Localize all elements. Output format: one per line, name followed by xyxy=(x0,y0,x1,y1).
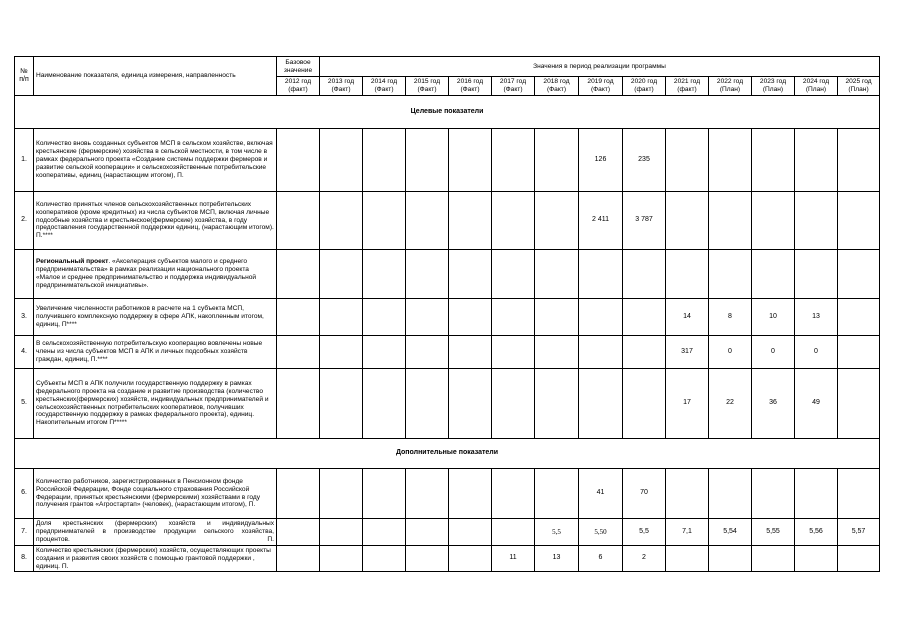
table-row xyxy=(15,545,880,572)
value-cell xyxy=(838,469,880,519)
section-row xyxy=(15,96,880,129)
value-cell xyxy=(363,519,406,546)
project-title: Региональный проект xyxy=(36,258,109,266)
table-row xyxy=(15,192,880,250)
row-number: 1. xyxy=(15,129,34,192)
value-cell xyxy=(709,192,752,250)
header-year: 2020 год (факт) xyxy=(623,77,666,96)
value-cell xyxy=(838,250,880,299)
header-year: 2012 год (факт) xyxy=(277,77,320,96)
row-number xyxy=(15,250,34,299)
value-cell xyxy=(277,469,320,519)
value-cell xyxy=(838,192,880,250)
indicator-name xyxy=(34,545,277,572)
value-cell xyxy=(535,129,579,192)
header-year: 2019 год (Факт) xyxy=(579,77,623,96)
value-cell: 3 787 xyxy=(623,192,666,250)
indicator-name xyxy=(34,336,277,369)
value-cell xyxy=(838,299,880,336)
value-cell: 2 xyxy=(623,545,666,572)
value-cell xyxy=(277,519,320,546)
value-cell xyxy=(320,469,363,519)
value-cell: 49 xyxy=(795,369,838,439)
value-cell: 8 xyxy=(709,299,752,336)
value-cell xyxy=(579,336,623,369)
value-cell xyxy=(492,250,535,299)
value-cell xyxy=(320,129,363,192)
value-cell xyxy=(623,336,666,369)
value-cell: 2 411 xyxy=(579,192,623,250)
value-cell xyxy=(535,469,579,519)
value-cell xyxy=(838,336,880,369)
table-row xyxy=(15,250,880,299)
value-cell xyxy=(406,369,449,439)
value-cell xyxy=(363,369,406,439)
value-cell xyxy=(492,369,535,439)
value-cell xyxy=(535,250,579,299)
indicator-text: Количество крестьянских (фермерских) хозяйств, осуществляющих проекты создания и развития своих хозяйств с помощью грантовой поддержки , единиц. П. xyxy=(36,546,271,570)
indicator-text: Субъекты МСП в АПК получили государственную поддержку в рамках федерального проекта на создание и развитие производства (количество крестьянских(фермерских) хозяйств, индивидуальных предпринимателей и сельскохозяйственных потребительских кооперативов, получивших государственную поддержку в рамках федерального проекта), единиц. Накопительным итогом П***** xyxy=(36,379,269,427)
value-cell xyxy=(492,299,535,336)
header-year: 2017 год (Факт) xyxy=(492,77,535,96)
value-cell xyxy=(320,519,363,546)
indicator-name xyxy=(34,369,277,439)
value-cell xyxy=(623,250,666,299)
value-cell: 11 xyxy=(492,545,535,572)
indicator-name xyxy=(34,192,277,250)
indicator-text: Количество вновь созданных субъектов МСП в сельском хозяйстве, включая крестьянские (фермерские) хозяйства в сельской местности, в том числе в рамках федерального проекта «Создание системы поддержки фермеров и развитие сельской кооперации» и сельскохозяйственные потребительские кооперативы, единиц (нарастающим итогом), П. xyxy=(36,140,273,179)
value-cell xyxy=(277,336,320,369)
row-number: 2. xyxy=(15,192,34,250)
value-cell xyxy=(666,192,709,250)
header-num: № п/п xyxy=(15,57,34,96)
value-cell: 5,56 xyxy=(795,519,838,546)
value-cell xyxy=(363,545,406,572)
value-cell xyxy=(363,469,406,519)
table-row xyxy=(15,519,880,546)
table-row xyxy=(15,129,880,192)
indicator-name xyxy=(34,129,277,192)
value-cell xyxy=(449,192,492,250)
indicator-text: Количество принятых членов сельскохозяйственных потребительских кооперативов (кроме кредитных) из числа субъектов МСП, включая личные подсобные хозяйства и крестьянское(фермерские) хозяйства, в году предоставления государственной поддержки единиц, (нарастающим итогом). П.**** xyxy=(36,200,274,240)
indicator-name xyxy=(34,299,277,336)
value-cell xyxy=(449,469,492,519)
indicator-text: В сельскохозяйственную потребительскую кооперацию вовлечены новые члены из числа субъектов МСП в АПК и личных подсобных хозяйств граждан, единиц, П.**** xyxy=(36,340,263,363)
table-row xyxy=(15,336,880,369)
value-cell xyxy=(406,519,449,546)
header-year: 2024 год (План) xyxy=(795,77,838,96)
value-cell xyxy=(623,299,666,336)
value-cell xyxy=(579,299,623,336)
row-number: 8. xyxy=(15,545,34,572)
table-header xyxy=(15,57,880,96)
value-cell: 41 xyxy=(579,469,623,519)
value-cell xyxy=(709,545,752,572)
value-cell xyxy=(492,469,535,519)
value-cell xyxy=(277,545,320,572)
value-cell: 5,50 xyxy=(579,519,623,546)
value-cell xyxy=(363,129,406,192)
value-cell: 317 xyxy=(666,336,709,369)
value-cell: 10 xyxy=(752,299,795,336)
header-year: 2023 год (План) xyxy=(752,77,795,96)
value-cell xyxy=(535,336,579,369)
value-cell xyxy=(320,545,363,572)
indicator-name xyxy=(34,519,277,546)
value-cell xyxy=(838,129,880,192)
value-cell xyxy=(406,192,449,250)
value-cell xyxy=(363,336,406,369)
row-number: 3. xyxy=(15,299,34,336)
header-year: 2013 год (Факт) xyxy=(320,77,363,96)
value-cell xyxy=(406,545,449,572)
value-cell xyxy=(752,545,795,572)
row-number: 6. xyxy=(15,469,34,519)
row-number: 7. xyxy=(15,519,34,546)
value-cell xyxy=(406,299,449,336)
value-cell: 70 xyxy=(623,469,666,519)
value-cell: 5,55 xyxy=(752,519,795,546)
value-cell xyxy=(320,336,363,369)
value-cell xyxy=(406,469,449,519)
value-cell xyxy=(666,469,709,519)
value-cell xyxy=(449,129,492,192)
value-cell xyxy=(320,192,363,250)
value-cell xyxy=(449,519,492,546)
table-row xyxy=(15,369,880,439)
value-cell: 7,1 xyxy=(666,519,709,546)
value-cell xyxy=(752,250,795,299)
header-year: 2025 год (План) xyxy=(838,77,880,96)
header-year: 2016 год (Факт) xyxy=(449,77,492,96)
value-cell: 13 xyxy=(795,299,838,336)
value-cell xyxy=(752,192,795,250)
value-cell xyxy=(579,369,623,439)
value-cell xyxy=(406,129,449,192)
value-cell xyxy=(449,250,492,299)
row-number: 4. xyxy=(15,336,34,369)
value-cell xyxy=(623,369,666,439)
value-cell: 0 xyxy=(709,336,752,369)
value-cell: 126 xyxy=(579,129,623,192)
value-cell xyxy=(535,369,579,439)
header-year: 2022 год (План) xyxy=(709,77,752,96)
value-cell xyxy=(449,336,492,369)
value-cell xyxy=(277,192,320,250)
value-cell xyxy=(277,299,320,336)
value-cell xyxy=(492,519,535,546)
header-year: 2014 год (Факт) xyxy=(363,77,406,96)
value-cell xyxy=(838,545,880,572)
section-title: Дополнительные показатели xyxy=(15,439,880,469)
value-cell xyxy=(795,469,838,519)
value-cell xyxy=(320,299,363,336)
header-period: Значения в период реализации программы xyxy=(320,57,880,77)
value-cell xyxy=(277,250,320,299)
indicator-text: Увеличение численности работников в расчете на 1 субъекта МСП, получившего комплексную поддержку в сфере АПК, накопленным итогом, единиц, П**** xyxy=(36,305,264,328)
value-cell xyxy=(277,129,320,192)
value-cell xyxy=(535,192,579,250)
value-cell: 22 xyxy=(709,369,752,439)
value-cell xyxy=(795,545,838,572)
value-cell xyxy=(492,192,535,250)
value-cell xyxy=(666,129,709,192)
value-cell xyxy=(449,545,492,572)
value-cell xyxy=(752,129,795,192)
value-cell xyxy=(320,250,363,299)
header-base: Базовое значение xyxy=(277,57,320,77)
value-cell: 5,5 xyxy=(623,519,666,546)
section-title: Целевые показатели xyxy=(15,96,880,129)
value-cell xyxy=(535,299,579,336)
value-cell xyxy=(277,369,320,439)
value-cell xyxy=(363,250,406,299)
indicator-text: Количество работников, зарегистрированных в Пенсионном фонде Российской Федерации, Фонде социального страхования Российской Федерации, принятых крестьянскими (фермерскими) хозяйствами в году получения грантов «Агростартап» (человек), (нарастающим итогом), П. xyxy=(36,477,261,509)
header-name: Наименование показателя, единица измерения, направленность xyxy=(34,57,277,96)
value-cell: 235 xyxy=(623,129,666,192)
table-row xyxy=(15,469,880,519)
value-cell xyxy=(579,250,623,299)
value-cell xyxy=(709,469,752,519)
value-cell xyxy=(795,129,838,192)
value-cell xyxy=(492,129,535,192)
value-cell: 17 xyxy=(666,369,709,439)
value-cell xyxy=(449,369,492,439)
value-cell xyxy=(795,250,838,299)
value-cell: 5,5 xyxy=(535,519,579,546)
value-cell xyxy=(320,369,363,439)
value-cell xyxy=(752,469,795,519)
section-row xyxy=(15,439,880,469)
value-cell xyxy=(363,299,406,336)
value-cell xyxy=(363,192,406,250)
value-cell: 0 xyxy=(795,336,838,369)
value-cell xyxy=(492,336,535,369)
value-cell xyxy=(838,369,880,439)
indicator-name xyxy=(34,469,277,519)
value-cell: 5,57 xyxy=(838,519,880,546)
header-year: 2015 год (Факт) xyxy=(406,77,449,96)
value-cell: 5,54 xyxy=(709,519,752,546)
header-year: 2018 год (Факт) xyxy=(535,77,579,96)
indicator-text: Доля крестьянских (фермерских) хозяйств и индивидуальных предпринимателей в производстве продукции сельского хозяйства, процентов. П. xyxy=(36,520,274,543)
indicators-table xyxy=(14,56,880,572)
value-cell xyxy=(709,129,752,192)
value-cell xyxy=(449,299,492,336)
value-cell: 6 xyxy=(579,545,623,572)
value-cell xyxy=(406,336,449,369)
value-cell xyxy=(666,545,709,572)
indicator-name xyxy=(34,250,277,299)
value-cell xyxy=(666,250,709,299)
value-cell xyxy=(709,250,752,299)
header-year: 2021 год (факт) xyxy=(666,77,709,96)
value-cell: 13 xyxy=(535,545,579,572)
table-row xyxy=(15,299,880,336)
value-cell: 14 xyxy=(666,299,709,336)
value-cell: 36 xyxy=(752,369,795,439)
indicator-text: . «Акселерация субъектов малого и среднего предпринимательства» в рамках реализации национального проекта «Малое и среднее предпринимательство и поддержка индивидуальной предпринимательской инициативы». xyxy=(36,258,257,289)
value-cell xyxy=(795,192,838,250)
row-number: 5. xyxy=(15,369,34,439)
value-cell: 0 xyxy=(752,336,795,369)
value-cell xyxy=(406,250,449,299)
